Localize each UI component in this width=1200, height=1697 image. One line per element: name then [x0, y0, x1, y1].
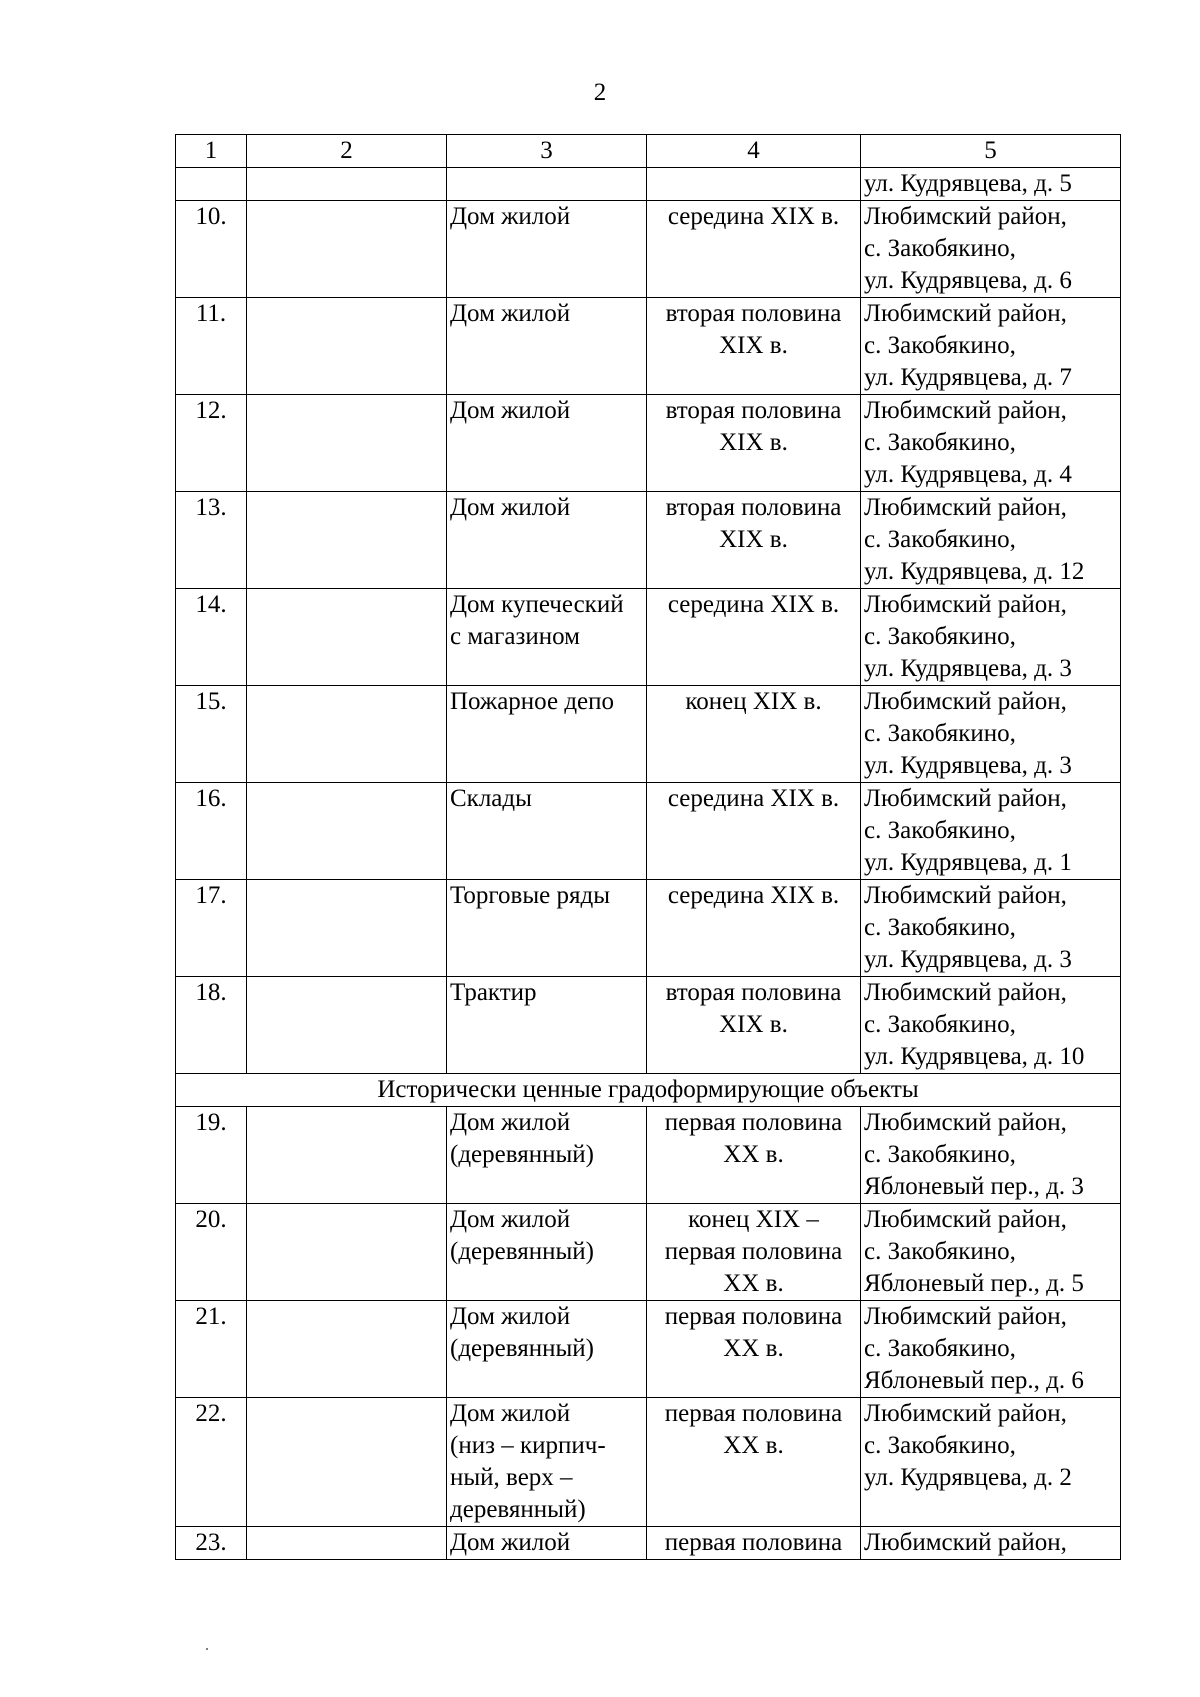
- address-line: с. Закобякино,: [864, 1238, 1016, 1265]
- cell-empty: [247, 589, 447, 686]
- date-line: середина XIX в.: [667, 882, 840, 909]
- cell-number: [176, 168, 247, 201]
- address-line: с. Закобякино,: [864, 1141, 1016, 1168]
- address-line: Любимский район,: [864, 1206, 1067, 1233]
- cell-number: 16.: [176, 783, 247, 880]
- address-line: Яблоневый пер., д. 5: [864, 1270, 1084, 1297]
- cell-address: [861, 1301, 1121, 1398]
- name-line: Пожарное депо: [450, 688, 615, 715]
- cell-empty: [247, 201, 447, 298]
- name-line: (деревянный): [450, 1238, 594, 1265]
- address-line: с. Закобякино,: [864, 1335, 1016, 1362]
- date-line: первая половина: [664, 1400, 843, 1427]
- cell-name: [447, 1204, 647, 1301]
- date-line: середина XIX в.: [667, 203, 840, 230]
- address-line: Яблоневый пер., д. 6: [864, 1367, 1084, 1394]
- date-line: конец XIX –: [688, 1206, 819, 1233]
- name-line: ный, верх –: [450, 1464, 573, 1491]
- address-line: с. Закобякино,: [864, 235, 1016, 262]
- name-line: Дом жилой: [450, 1529, 571, 1556]
- table-row: [176, 1301, 1121, 1398]
- cell-name: [447, 1107, 647, 1204]
- cell-name: [447, 1398, 647, 1527]
- date-line: середина XIX в.: [667, 785, 840, 812]
- cell-date: [647, 201, 861, 298]
- cell-empty: [247, 1204, 447, 1301]
- date-line: первая половина: [664, 1529, 843, 1556]
- address-line: ул. Кудрявцева, д. 10: [864, 1043, 1085, 1070]
- table-row: [176, 1107, 1121, 1204]
- address-line: Любимский район,: [864, 1109, 1067, 1136]
- cell-address: [861, 1107, 1121, 1204]
- address-line: Любимский район,: [864, 203, 1067, 230]
- cell-number: 14.: [176, 589, 247, 686]
- date-line: XX в.: [723, 1141, 784, 1168]
- address-line: Любимский район,: [864, 397, 1067, 424]
- name-line: Дом жилой: [450, 1109, 571, 1136]
- name-line: Дом жилой: [450, 1400, 571, 1427]
- name-line: Трактир: [450, 979, 537, 1006]
- table-row: [176, 1527, 1121, 1560]
- address-line: с. Закобякино,: [864, 526, 1016, 553]
- cell-date: [647, 977, 861, 1074]
- address-line: ул. Кудрявцева, д. 3: [864, 752, 1072, 779]
- cell-date: [647, 1527, 861, 1560]
- cell-name: [447, 1527, 647, 1560]
- cell-address: [861, 880, 1121, 977]
- table-row: [176, 783, 1121, 880]
- column-header: 3: [447, 135, 647, 168]
- address-line: Любимский район,: [864, 882, 1067, 909]
- section-title: Исторически ценные градоформирующие объекты: [176, 1074, 1121, 1107]
- cell-date: [647, 589, 861, 686]
- cell-empty: [247, 1301, 447, 1398]
- date-line: середина XIX в.: [667, 591, 840, 618]
- address-line: Любимский район,: [864, 300, 1067, 327]
- cell-number: 17.: [176, 880, 247, 977]
- date-line: первая половина: [664, 1303, 843, 1330]
- cell-number: 18.: [176, 977, 247, 1074]
- cell-name: [447, 395, 647, 492]
- address-line: Любимский район,: [864, 494, 1067, 521]
- name-line: Склады: [450, 785, 532, 812]
- table-row: [176, 201, 1121, 298]
- cell-empty: [247, 1107, 447, 1204]
- cell-address: [861, 1204, 1121, 1301]
- date-line: XIX в.: [719, 332, 788, 359]
- cell-number: 20.: [176, 1204, 247, 1301]
- date-line: XIX в.: [719, 429, 788, 456]
- cell-address: [861, 395, 1121, 492]
- name-line: Дом жилой: [450, 1303, 571, 1330]
- cell-date: [647, 395, 861, 492]
- cell-empty: [247, 1527, 447, 1560]
- address-line: Любимский район,: [864, 688, 1067, 715]
- cell-date: [647, 1204, 861, 1301]
- cell-number: 19.: [176, 1107, 247, 1204]
- address-line: Яблоневый пер., д. 3: [864, 1173, 1084, 1200]
- name-line: Дом жилой: [450, 203, 571, 230]
- name-line: Дом жилой: [450, 494, 571, 521]
- address-line: ул. Кудрявцева, д. 4: [864, 461, 1072, 488]
- date-line: первая половина: [664, 1109, 843, 1136]
- address-line: с. Закобякино,: [864, 429, 1016, 456]
- cell-number: 22.: [176, 1398, 247, 1527]
- date-line: XX в.: [723, 1432, 784, 1459]
- name-line: деревянный): [450, 1496, 586, 1523]
- continuation-row: [176, 168, 1121, 201]
- cell-number: 10.: [176, 201, 247, 298]
- cell-address: [861, 589, 1121, 686]
- cell-number: 12.: [176, 395, 247, 492]
- column-header: 1: [176, 135, 247, 168]
- cell-date: [647, 1301, 861, 1398]
- cell-address: [861, 168, 1121, 201]
- address-line: с. Закобякино,: [864, 720, 1016, 747]
- cell-address: [861, 686, 1121, 783]
- cell-date: [647, 880, 861, 977]
- cell-number: 15.: [176, 686, 247, 783]
- table-row: [176, 1204, 1121, 1301]
- cell-empty: [247, 395, 447, 492]
- cell-address: [861, 783, 1121, 880]
- cell-empty: [247, 168, 447, 201]
- table-row: [176, 589, 1121, 686]
- cell-name: [447, 589, 647, 686]
- page-number: 2: [593, 79, 607, 106]
- cell-name: [447, 201, 647, 298]
- cell-address: [861, 298, 1121, 395]
- cell-date: [647, 783, 861, 880]
- table-row: [176, 686, 1121, 783]
- address-line: с. Закобякино,: [864, 1011, 1016, 1038]
- address-line: ул. Кудрявцева, д. 2: [864, 1464, 1072, 1491]
- cell-date: [647, 492, 861, 589]
- table-row: [176, 880, 1121, 977]
- table-row: [176, 492, 1121, 589]
- cell-name: [447, 977, 647, 1074]
- cell-number: 21.: [176, 1301, 247, 1398]
- name-line: Торговые ряды: [450, 882, 610, 909]
- cell-name: [447, 1301, 647, 1398]
- address-line: ул. Кудрявцева, д. 3: [864, 946, 1072, 973]
- cell-empty: [247, 880, 447, 977]
- name-line: (деревянный): [450, 1335, 594, 1362]
- name-line: (деревянный): [450, 1141, 594, 1168]
- table-row: [176, 977, 1121, 1074]
- heritage-objects-table: [175, 134, 1121, 1560]
- cell-empty: [247, 298, 447, 395]
- name-line: (низ – кирпич-: [450, 1432, 606, 1459]
- cell-address: [861, 1527, 1121, 1560]
- address-line: с. Закобякино,: [864, 332, 1016, 359]
- cell-name: [447, 298, 647, 395]
- cell-date: [647, 1398, 861, 1527]
- cell-date: [647, 298, 861, 395]
- cell-name: [447, 686, 647, 783]
- name-line: Дом жилой: [450, 300, 571, 327]
- address-line: ул. Кудрявцева, д. 5: [864, 170, 1072, 197]
- date-line: XIX в.: [719, 1011, 788, 1038]
- address-line: с. Закобякино,: [864, 1432, 1016, 1459]
- cell-empty: [247, 977, 447, 1074]
- cell-number: 23.: [176, 1527, 247, 1560]
- cell-empty: [247, 1398, 447, 1527]
- cell-number: 11.: [176, 298, 247, 395]
- cell-name: [447, 168, 647, 201]
- cell-empty: [247, 783, 447, 880]
- address-line: Любимский район,: [864, 1303, 1067, 1330]
- address-line: ул. Кудрявцева, д. 1: [864, 849, 1072, 876]
- date-line: XX в.: [723, 1335, 784, 1362]
- date-line: конец XIX в.: [685, 688, 822, 715]
- cell-name: [447, 783, 647, 880]
- table-header-row: [176, 135, 1121, 168]
- date-line: XIX в.: [719, 526, 788, 553]
- cell-date: [647, 168, 861, 201]
- address-line: с. Закобякино,: [864, 914, 1016, 941]
- cell-address: [861, 201, 1121, 298]
- address-line: ул. Кудрявцева, д. 12: [864, 558, 1085, 585]
- cell-address: [861, 977, 1121, 1074]
- column-header: 5: [861, 135, 1121, 168]
- cell-date: [647, 1107, 861, 1204]
- cell-address: [861, 492, 1121, 589]
- address-line: с. Закобякино,: [864, 623, 1016, 650]
- name-line: Дом жилой: [450, 1206, 571, 1233]
- date-line: вторая половина: [665, 979, 842, 1006]
- table-row: [176, 1398, 1121, 1527]
- cell-empty: [247, 492, 447, 589]
- scan-speck: [206, 1648, 208, 1650]
- table-row: [176, 298, 1121, 395]
- name-line: Дом жилой: [450, 397, 571, 424]
- cell-name: [447, 492, 647, 589]
- address-line: ул. Кудрявцева, д. 3: [864, 655, 1072, 682]
- address-line: Любимский район,: [864, 1529, 1067, 1556]
- column-header: 4: [647, 135, 861, 168]
- date-line: XX в.: [723, 1270, 784, 1297]
- cell-address: [861, 1398, 1121, 1527]
- cell-date: [647, 686, 861, 783]
- column-header: 2: [247, 135, 447, 168]
- address-line: Любимский район,: [864, 979, 1067, 1006]
- date-line: вторая половина: [665, 494, 842, 521]
- date-line: первая половина: [664, 1238, 843, 1265]
- table-row: [176, 395, 1121, 492]
- cell-name: [447, 880, 647, 977]
- date-line: вторая половина: [665, 397, 842, 424]
- address-line: Любимский район,: [864, 591, 1067, 618]
- name-line: Дом купеческий: [450, 591, 624, 618]
- address-line: с. Закобякино,: [864, 817, 1016, 844]
- section-row: [176, 1074, 1121, 1107]
- cell-empty: [247, 686, 447, 783]
- name-line: с магазином: [450, 623, 580, 650]
- address-line: Любимский район,: [864, 1400, 1067, 1427]
- address-line: ул. Кудрявцева, д. 6: [864, 267, 1072, 294]
- address-line: ул. Кудрявцева, д. 7: [864, 364, 1072, 391]
- cell-number: 13.: [176, 492, 247, 589]
- date-line: вторая половина: [665, 300, 842, 327]
- address-line: Любимский район,: [864, 785, 1067, 812]
